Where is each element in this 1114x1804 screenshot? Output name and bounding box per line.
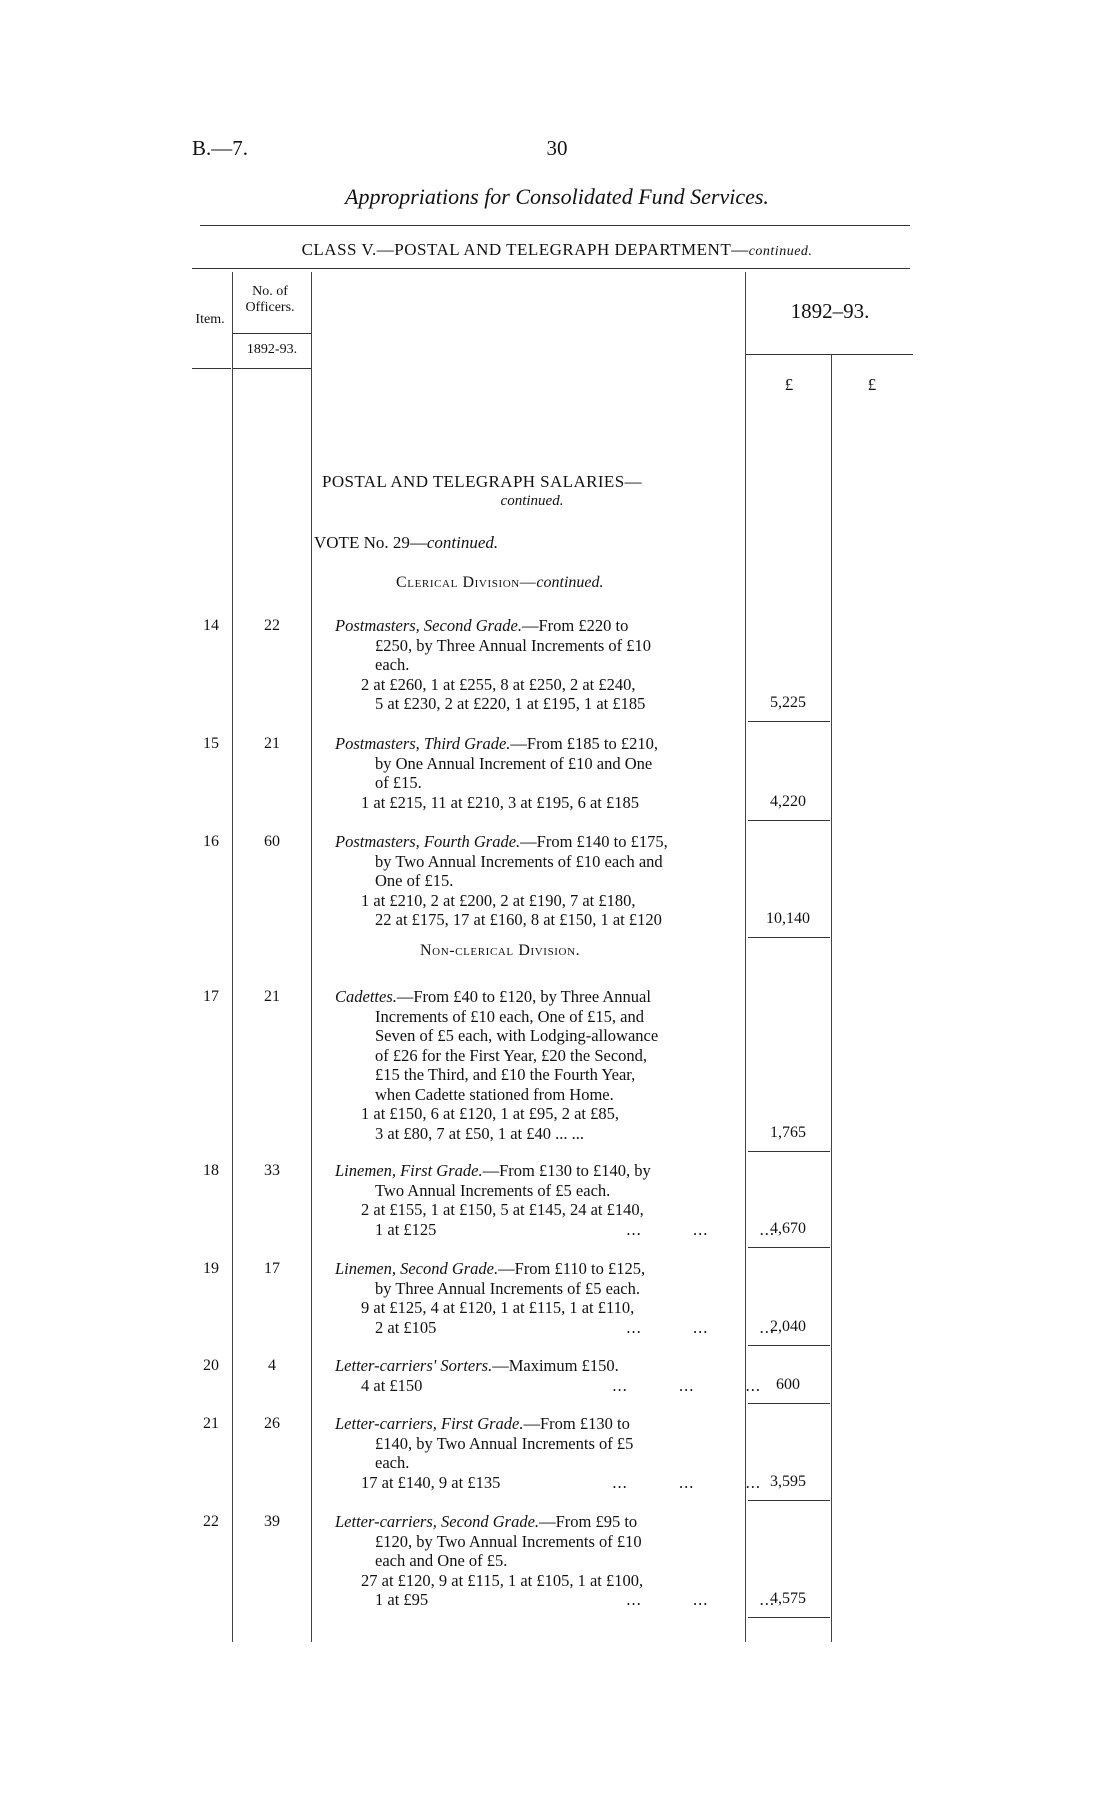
description-line: of £15. <box>375 773 422 792</box>
description-line: by One Annual Increment of £10 and One <box>375 753 653 773</box>
description-line: Postmasters, Fourth Grade.—From £140 to £175, <box>335 832 668 851</box>
description-line: when Cadette stationed from Home. <box>375 1084 614 1104</box>
rule-top <box>200 225 910 226</box>
officer-count: 33 <box>264 1162 280 1179</box>
rule-vertical-desc <box>745 272 746 1642</box>
rule-vertical-item <box>232 272 233 1642</box>
grade-title: Postmasters, Second Grade. <box>335 616 522 635</box>
leader-dots: ... ... ... <box>612 1375 761 1395</box>
officer-count: 60 <box>264 833 280 850</box>
amount-value: 4,670 <box>770 1219 806 1237</box>
grade-title: Letter-carriers, First Grade. <box>335 1414 524 1433</box>
description-line: Cadettes.—From £40 to £120, by Three Annual <box>335 987 651 1006</box>
description-line: 5 at £230, 2 at £220, 1 at £195, 1 at £185 <box>375 694 646 713</box>
item-number: 20 <box>203 1357 219 1374</box>
description-line: 4 at £150 ... ... ... <box>361 1375 761 1395</box>
amount-value: 4,575 <box>770 1590 806 1607</box>
amount-value: 600 <box>776 1375 800 1393</box>
description-line: Two Annual Increments of £5 each. <box>375 1180 611 1200</box>
officer-count: 17 <box>264 1260 280 1277</box>
salary-description <box>335 1356 761 1395</box>
item-number: 18 <box>203 1162 219 1179</box>
pound-sign-left: £ <box>784 375 794 394</box>
column-amount-year: 1892–93. <box>790 299 870 323</box>
description-line: Postmasters, Second Grade.—From £220 to <box>335 616 629 635</box>
amount-value: 1,765 <box>770 1123 806 1141</box>
description-line: £140, by Two Annual Increments of £5 <box>375 1433 634 1453</box>
nonclerical-heading: Non-clerical Division. <box>420 942 581 959</box>
amount-rule <box>748 1403 830 1404</box>
salary-description <box>335 987 735 1143</box>
amount-rule <box>748 820 830 821</box>
amount-value: 2,040 <box>770 1317 806 1335</box>
description-line: 17 at £140, 9 at £135 ... ... ... <box>361 1472 761 1492</box>
salary-description <box>335 616 735 714</box>
description-line: Letter-carriers, First Grade.—From £130 to <box>335 1414 630 1433</box>
amount-value: 4,220 <box>770 792 806 810</box>
description-line: each and One of £5. <box>375 1551 508 1570</box>
leader-dots: ... ... ... <box>626 1590 775 1609</box>
description-line: of £26 for the First Year, £20 the Second, <box>375 1045 648 1065</box>
description-line: 2 at £105 ... ... ... <box>375 1317 775 1337</box>
amount-value: 3,595 <box>770 1472 806 1490</box>
amount-rule <box>748 1500 830 1501</box>
description-line: Letter-carriers' Sorters.—Maximum £150. <box>335 1356 619 1375</box>
description-line: Increments of £10 each, One of £15, and <box>375 1006 644 1026</box>
vote-heading: VOTE No. 29—continued. <box>314 533 499 552</box>
item-number: 16 <box>203 833 219 850</box>
description-line: 9 at £125, 4 at £120, 1 at £115, 1 at £110, <box>361 1298 635 1317</box>
amount-rule <box>748 721 830 722</box>
description-line: 2 at £155, 1 at £150, 5 at £145, 24 at £140, <box>361 1200 644 1219</box>
officer-count: 21 <box>264 988 280 1005</box>
salary-description <box>335 734 735 812</box>
description-line: 1 at £215, 11 at £210, 3 at £195, 6 at £185 <box>361 792 640 812</box>
salary-description <box>335 1259 775 1337</box>
item-number: 15 <box>203 735 219 752</box>
document-reference: B.—7. <box>192 136 249 160</box>
description-line: by Two Annual Increments of £10 each and <box>375 851 663 871</box>
rule-officers-header <box>233 333 311 334</box>
pound-sign-right: £ <box>867 375 877 394</box>
description-line: £250, by Three Annual Increments of £10 <box>375 635 652 655</box>
salary-description <box>335 1414 761 1492</box>
item-number: 17 <box>203 988 219 1005</box>
amount-rule <box>748 937 830 938</box>
page-number: 30 <box>546 136 568 160</box>
description-line: each. <box>375 655 410 674</box>
description-line: Linemen, Second Grade.—From £110 to £125, <box>335 1259 646 1278</box>
item-number: 19 <box>203 1260 219 1277</box>
grade-title: Letter-carriers, Second Grade. <box>335 1512 540 1531</box>
amount-value: 5,225 <box>770 694 806 711</box>
grade-title: Postmasters, Fourth Grade. <box>335 832 521 851</box>
description-line: 1 at £125 ... ... ... <box>375 1219 775 1239</box>
item-number: 22 <box>203 1513 219 1530</box>
description-line: 1 at £150, 6 at £120, 1 at £95, 2 at £85, <box>361 1104 620 1123</box>
salary-description <box>335 832 735 930</box>
salary-description <box>335 1512 775 1610</box>
rule-vertical-amount <box>831 355 832 1642</box>
grade-title: Cadettes. <box>335 987 397 1006</box>
class-title: CLASS V.—POSTAL AND TELEGRAPH DEPARTMENT—continued. <box>301 240 813 259</box>
column-item-header: Item. <box>195 312 225 327</box>
description-line: 27 at £120, 9 at £115, 1 at £105, 1 at £100, <box>361 1570 644 1590</box>
officer-count: 39 <box>264 1513 280 1530</box>
grade-title: Linemen, First Grade. <box>335 1161 483 1180</box>
column-officers-header: No. of Officers. <box>245 284 295 315</box>
description-line: 1 at £95 ... ... ... <box>375 1590 775 1609</box>
description-line: £120, by Two Annual Increments of £10 <box>375 1531 642 1551</box>
officer-count: 26 <box>264 1415 280 1432</box>
column-officers-year: 1892-93. <box>246 342 298 357</box>
leader-dots: ... ... ... <box>612 1472 761 1492</box>
description-line: One of £15. <box>375 871 454 890</box>
officer-count: 22 <box>264 617 280 634</box>
rule-amount-header <box>745 354 913 355</box>
rule-item-header <box>192 368 231 369</box>
description-line: Linemen, First Grade.—From £130 to £140, by <box>335 1161 651 1180</box>
amount-rule <box>748 1247 830 1248</box>
description-line: 22 at £175, 17 at £160, 8 at £150, 1 at £120 <box>375 910 662 929</box>
rule-officers-bottom <box>233 368 311 369</box>
description-line: Seven of £5 each, with Lodging-allowance <box>375 1026 659 1045</box>
rule-class <box>192 268 910 269</box>
item-number: 14 <box>203 617 219 634</box>
appropriation-title: Appropriations for Consolidated Fund Services. <box>345 184 769 209</box>
item-number: 21 <box>203 1415 219 1432</box>
grade-title: Postmasters, Third Grade. <box>335 734 511 753</box>
leader-dots: ... ... ... <box>626 1219 775 1239</box>
grade-title: Letter-carriers' Sorters. <box>335 1356 493 1375</box>
amount-rule <box>748 1151 830 1152</box>
rule-vertical-officers <box>311 272 312 1642</box>
salary-description <box>335 1161 775 1239</box>
amount-rule <box>748 1617 830 1618</box>
description-line: Postmasters, Third Grade.—From £185 to £210, <box>335 734 658 753</box>
amount-rule <box>748 1345 830 1346</box>
description-line: 3 at £80, 7 at £50, 1 at £40 ... ... <box>375 1123 584 1143</box>
description-line: 1 at £210, 2 at £200, 2 at £190, 7 at £180, <box>361 890 636 910</box>
grade-title: Linemen, Second Grade. <box>335 1259 499 1278</box>
description-line: £15 the Third, and £10 the Fourth Year, <box>375 1065 636 1084</box>
description-line: Letter-carriers, Second Grade.—From £95 to <box>335 1512 638 1531</box>
description-line: each. <box>375 1453 410 1472</box>
description-line: by Three Annual Increments of £5 each. <box>375 1278 640 1298</box>
section-title: POSTAL AND TELEGRAPH SALARIES— <box>322 472 642 491</box>
section-title-continued: continued. <box>500 493 564 509</box>
description-line: 2 at £260, 1 at £255, 8 at £250, 2 at £240, <box>361 674 636 694</box>
officer-count: 4 <box>268 1357 276 1374</box>
officer-count: 21 <box>264 735 280 752</box>
amount-value: 10,140 <box>766 910 810 927</box>
leader-dots: ... ... ... <box>626 1317 775 1337</box>
clerical-heading: Clerical Division—continued. <box>396 574 604 591</box>
